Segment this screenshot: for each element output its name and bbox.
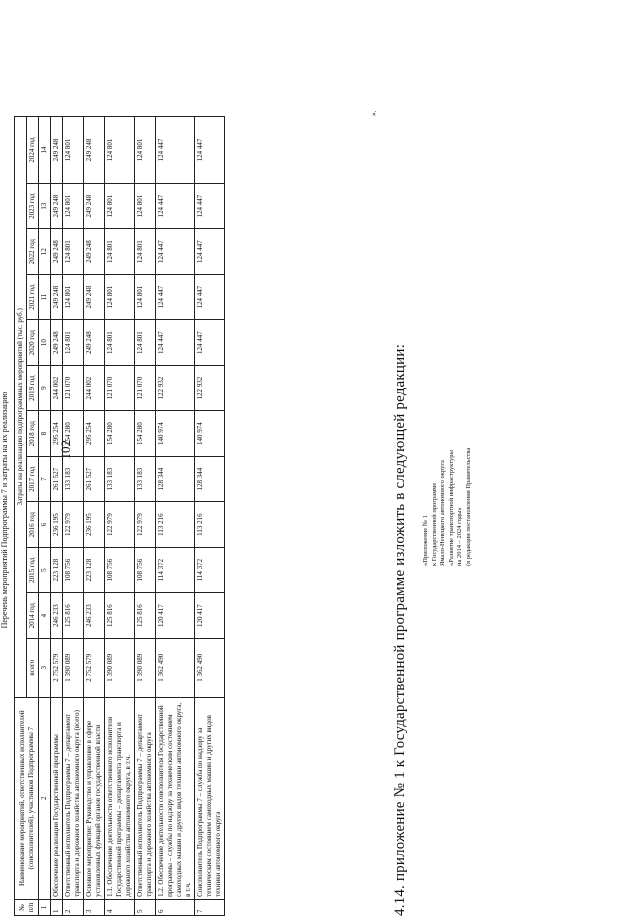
row-year-value: 120 417 (156, 593, 195, 639)
row-year-value: 121 070 (135, 365, 156, 411)
column-index-cell: 3 (39, 638, 51, 697)
column-index-cell: 4 (39, 593, 51, 639)
column-index-cell: 8 (39, 411, 51, 457)
appendix-line: на 2014 – 2024 годы» (456, 507, 463, 566)
row-year-value: 114 372 (156, 547, 195, 593)
header-cost-group: Затраты на реализацию подпрограммных мероприятий (тыс. руб.) (15, 117, 27, 698)
row-year-value: 249 248 (84, 229, 105, 275)
header-year: 2019 год (27, 365, 39, 411)
row-year-value: 124 801 (135, 183, 156, 229)
row-year-value: 140 974 (195, 411, 225, 457)
row-number: 7 (195, 899, 225, 915)
table-caption: Перечень мероприятий Подпрограммы 7 и затраты на их реализацию (0, 391, 9, 629)
row-year-value: 249 248 (51, 229, 63, 275)
row-year-value: 154 280 (135, 411, 156, 457)
row-year-value: 124 801 (63, 274, 84, 320)
row-year-value: 128 344 (156, 456, 195, 502)
row-year-value: 124 447 (195, 183, 225, 229)
row-name: Обеспечение реализации Государственной программы (51, 697, 63, 899)
column-index-cell: 13 (39, 183, 51, 229)
row-year-value: 108 756 (63, 547, 84, 593)
appendix-line: «Развитие транспортной инфраструктуры (447, 450, 455, 566)
row-year-value: 249 248 (84, 117, 105, 184)
column-index-cell: 2 (39, 697, 51, 899)
row-year-value: 124 447 (195, 274, 225, 320)
row-number: 4 (105, 899, 135, 915)
row-year-value: 249 248 (84, 320, 105, 366)
row-year-value: 124 447 (195, 229, 225, 275)
row-year-value: 246 233 (84, 593, 105, 639)
row-year-value: 124 447 (156, 320, 195, 366)
header-no: № п/п (15, 899, 39, 915)
column-index-row (39, 117, 51, 916)
row-year-value: 244 002 (84, 365, 105, 411)
row-year-value: 249 248 (51, 183, 63, 229)
row-year-value: 124 801 (135, 117, 156, 184)
appendix-line: Ямало-Ненецкого автономного округа (439, 460, 446, 566)
row-year-value: 113 216 (156, 502, 195, 548)
appendix-line: «Приложение № 1 (422, 515, 429, 566)
header-total: всего (27, 638, 39, 697)
row-year-value: 249 248 (51, 117, 63, 184)
column-index-cell: 6 (39, 502, 51, 548)
row-year-value: 223 128 (51, 547, 63, 593)
row-name: 1.2. Обеспечение деятельности соисполнителя Государственной программы – службы по надзору за техническим состоянием самоходных машин и других видов техники автономного округа, в т.ч. (156, 697, 195, 899)
row-year-value: 124 801 (135, 274, 156, 320)
row-total-value: 2 752 579 (84, 638, 105, 697)
row-year-value: 133 183 (63, 456, 84, 502)
measures-table (14, 116, 225, 916)
row-year-value: 140 974 (156, 411, 195, 457)
row-total-value: 1 362 490 (195, 638, 225, 697)
row-year-value: 154 280 (105, 411, 135, 457)
row-year-value: 124 447 (156, 229, 195, 275)
row-year-value: 113 216 (195, 502, 225, 548)
row-year-value: 124 801 (105, 117, 135, 184)
row-year-value: 261 527 (51, 456, 63, 502)
table-row (51, 117, 63, 916)
row-number: 1 (51, 899, 63, 915)
row-year-value: 122 979 (135, 502, 156, 548)
header-year: 2024 год (27, 117, 39, 184)
header-year: 2022 год (27, 229, 39, 275)
row-year-value: 124 801 (135, 320, 156, 366)
row-year-value: 124 447 (156, 117, 195, 184)
row-year-value: 261 527 (84, 456, 105, 502)
row-year-value: 124 447 (156, 183, 195, 229)
row-total-value: 2 752 579 (51, 638, 63, 697)
column-index-cell: 11 (39, 274, 51, 320)
table-row (195, 117, 225, 916)
column-index-cell: 12 (39, 229, 51, 275)
row-year-value: 124 447 (156, 274, 195, 320)
row-year-value: 124 801 (135, 229, 156, 275)
row-number: 6 (156, 899, 195, 915)
header-year: 2018 год (27, 411, 39, 457)
row-year-value: 124 801 (63, 320, 84, 366)
row-total-value: 1 390 089 (105, 638, 135, 697)
row-year-value: 236 195 (84, 502, 105, 548)
table-body (39, 117, 225, 916)
table-row (63, 117, 84, 916)
row-year-value: 246 233 (51, 593, 63, 639)
row-year-value: 122 979 (63, 502, 84, 548)
row-total-value: 1 390 089 (135, 638, 156, 697)
row-year-value: 133 183 (105, 456, 135, 502)
row-year-value: 122 979 (105, 502, 135, 548)
header-year: 2016 год (27, 502, 39, 548)
row-year-value: 122 932 (156, 365, 195, 411)
row-year-value: 114 372 (195, 547, 225, 593)
column-index-cell: 1 (39, 899, 51, 915)
row-year-value: 122 932 (195, 365, 225, 411)
appendix-line: к Государственной программе (430, 482, 438, 566)
column-index-cell: 5 (39, 547, 51, 593)
appendix-line: (в редакции постановления Правительства (464, 447, 472, 566)
rotated-page-content (0, 98, 470, 922)
row-number: 3 (84, 899, 105, 915)
row-year-value: 223 128 (84, 547, 105, 593)
row-year-value: 124 801 (63, 229, 84, 275)
row-year-value: 124 801 (105, 320, 135, 366)
row-year-value: 244 002 (51, 365, 63, 411)
row-year-value: 108 756 (135, 547, 156, 593)
row-year-value: 124 801 (105, 229, 135, 275)
closing-quote-mark: ». (370, 110, 378, 116)
row-year-value: 249 248 (51, 274, 63, 320)
column-index-cell: 9 (39, 365, 51, 411)
row-year-value: 124 447 (195, 320, 225, 366)
table-row (156, 117, 195, 916)
row-year-value: 125 816 (105, 593, 135, 639)
row-name: 1.1. Обеспечение деятельности ответственного исполнителя Государственной программы – департамента транспорта и дорожного хозяйства автономного округа, в т.ч. (105, 697, 135, 899)
row-name: Соисполнитель Подпрограммы 7 – служба по надзору за техническим состоянием самоходных машин и других видов техники автономного округа (195, 697, 225, 899)
header-year: 2015 год (27, 547, 39, 593)
row-name: Основное мероприятие: Руководство и управление в сфере установленных функций органов государственной власти (84, 697, 105, 899)
column-index-cell: 10 (39, 320, 51, 366)
row-year-value: 124 801 (105, 183, 135, 229)
column-index-cell: 7 (39, 456, 51, 502)
row-year-value: 125 816 (63, 593, 84, 639)
row-year-value: 108 756 (105, 547, 135, 593)
row-number: 5 (135, 899, 156, 915)
row-year-value: 133 183 (135, 456, 156, 502)
row-year-value: 295 254 (51, 411, 63, 457)
table-row (135, 117, 156, 916)
section-heading: 4.14. приложение № 1 к Государственной программе изложить в следующей редакции: (392, 344, 408, 916)
row-total-value: 1 390 089 (63, 638, 84, 697)
row-year-value: 121 070 (105, 365, 135, 411)
row-number: 2 (63, 899, 84, 915)
row-year-value: 295 254 (84, 411, 105, 457)
appendix-header (422, 448, 473, 566)
row-year-value: 124 447 (195, 117, 225, 184)
row-year-value: 124 801 (63, 183, 84, 229)
row-year-value: 124 801 (105, 274, 135, 320)
row-year-value: 249 248 (51, 320, 63, 366)
row-year-value: 154 280 (63, 411, 84, 457)
row-year-value: 249 248 (84, 274, 105, 320)
table-row (84, 117, 105, 916)
header-name: Наименование мероприятий, ответственных исполнителей (соисполнителей), участников Подпрограммы 7 (15, 697, 39, 899)
row-year-value: 249 248 (84, 183, 105, 229)
row-name: Ответственный исполнитель Подпрограммы 7 – департамент транспорта и дорожного хозяйства автономного округа (135, 697, 156, 899)
header-year: 2020 год (27, 320, 39, 366)
row-year-value: 125 816 (135, 593, 156, 639)
row-year-value: 124 801 (63, 117, 84, 184)
header-year: 2014 год (27, 593, 39, 639)
header-year: 2017 год (27, 456, 39, 502)
row-year-value: 120 417 (195, 593, 225, 639)
row-total-value: 1 362 490 (156, 638, 195, 697)
header-year: 2021 год (27, 274, 39, 320)
row-year-value: 236 195 (51, 502, 63, 548)
row-name: Ответственный исполнитель Подпрограммы 7 – департамент транспорта и дорожного хозяйства автономного округа (всего) (63, 697, 84, 899)
header-year: 2023 год (27, 183, 39, 229)
row-year-value: 121 070 (63, 365, 84, 411)
table-row (105, 117, 135, 916)
page-number: 102 (58, 440, 73, 460)
row-year-value: 128 344 (195, 456, 225, 502)
column-index-cell: 14 (39, 117, 51, 184)
